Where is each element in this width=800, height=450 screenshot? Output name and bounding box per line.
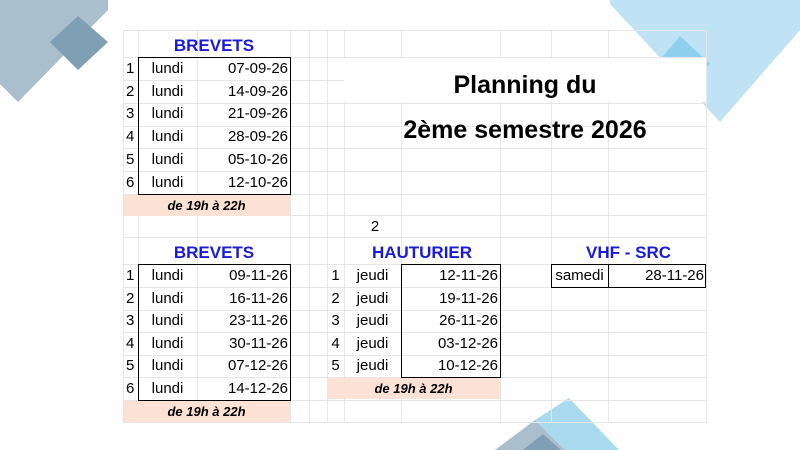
page-number: 2	[370, 218, 380, 235]
row-day: lundi	[151, 151, 184, 168]
row-date: 03-12-26	[437, 335, 498, 352]
row-day: lundi	[151, 105, 184, 122]
row-number: 5	[331, 357, 340, 374]
row-date: 12-10-26	[227, 174, 288, 191]
brevets-2-hours: de 19h à 22h	[123, 401, 290, 422]
title-line-1: Planning du	[453, 71, 597, 99]
row-date: 07-12-26	[227, 357, 288, 374]
row-number: 1	[126, 267, 135, 284]
row-date: 12-11-26	[439, 267, 498, 284]
spreadsheet	[123, 30, 706, 423]
row-number: 3	[331, 312, 340, 329]
row-date: 21-09-26	[227, 105, 288, 122]
row-day: lundi	[151, 290, 184, 307]
row-day: lundi	[151, 267, 184, 284]
row-number: 5	[126, 151, 135, 168]
row-number: 4	[331, 335, 340, 352]
row-day: lundi	[151, 335, 184, 352]
row-number: 2	[126, 83, 135, 100]
row-day: samedi	[555, 267, 604, 284]
row-date: 05-10-26	[227, 151, 288, 168]
row-number: 2	[126, 290, 135, 307]
row-date: 26-11-26	[439, 312, 498, 329]
row-date: 30-11-26	[229, 335, 288, 352]
row-number: 3	[126, 312, 135, 329]
row-number: 4	[126, 128, 135, 145]
row-day: lundi	[151, 357, 184, 374]
row-date: 19-11-26	[439, 290, 498, 307]
row-date: 28-09-26	[227, 128, 288, 145]
row-date: 28-11-26	[645, 267, 704, 284]
row-date: 10-12-26	[437, 357, 498, 374]
decor-top-left	[0, 0, 120, 110]
row-date: 16-11-26	[229, 290, 288, 307]
row-day: jeudi	[356, 335, 389, 352]
row-number: 4	[126, 335, 135, 352]
row-number: 5	[126, 357, 135, 374]
row-date: 14-09-26	[227, 83, 288, 100]
hauturier-hours: de 19h à 22h	[327, 378, 500, 399]
row-number: 1	[331, 267, 340, 284]
hauturier-header: HAUTURIER	[371, 243, 473, 262]
title-line-2: 2ème semestre 2026	[403, 116, 647, 144]
row-day: jeudi	[356, 267, 389, 284]
row-day: lundi	[151, 380, 184, 397]
row-number: 3	[126, 105, 135, 122]
row-number: 2	[331, 290, 340, 307]
brevets-1-hours: de 19h à 22h	[123, 195, 290, 216]
vhf-src-header: VHF - SRC	[586, 243, 671, 262]
row-day: jeudi	[356, 290, 389, 307]
row-date: 09-11-26	[229, 267, 288, 284]
row-date: 14-12-26	[227, 380, 288, 397]
brevets-2-header: BREVETS	[173, 243, 255, 262]
row-number: 6	[126, 174, 135, 191]
row-date: 07-09-26	[227, 60, 288, 77]
row-day: lundi	[151, 174, 184, 191]
row-day: lundi	[151, 60, 184, 77]
row-day: lundi	[151, 312, 184, 329]
brevets-1-header: BREVETS	[173, 36, 255, 55]
row-number: 1	[126, 60, 135, 77]
row-date: 23-11-26	[229, 312, 288, 329]
row-day: lundi	[151, 83, 184, 100]
row-day: lundi	[151, 128, 184, 145]
row-day: jeudi	[356, 312, 389, 329]
row-day: jeudi	[356, 357, 389, 374]
row-number: 6	[126, 380, 135, 397]
